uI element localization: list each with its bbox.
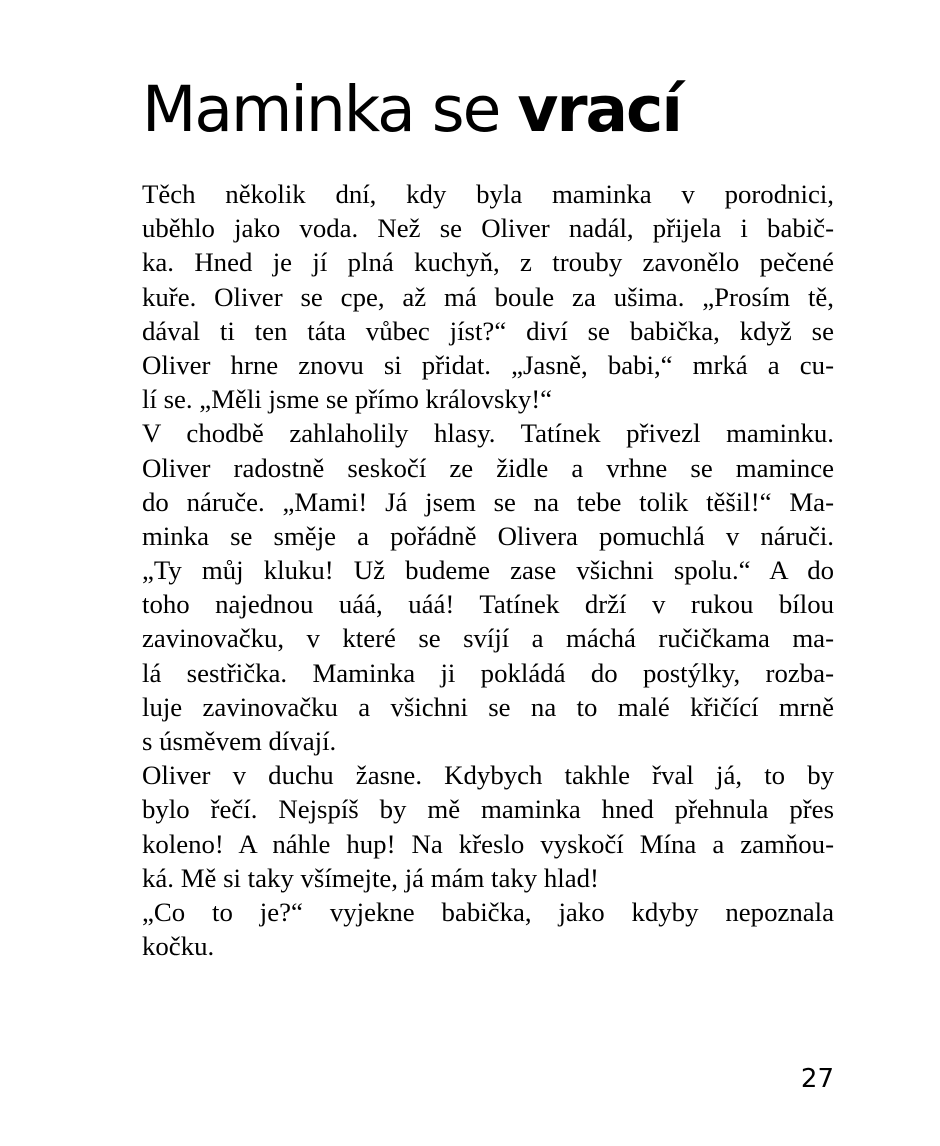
page-title (142, 73, 681, 146)
text-line: dával ti ten táta vůbec jíst?“ diví se babička, když se (142, 315, 834, 346)
body-text (142, 177, 834, 963)
text-line: Těch několik dní, kdy byla maminka v porodnici, (142, 179, 834, 209)
text-line: uběhlo jako voda. Než se Oliver nadál, přijela i babič- (142, 213, 834, 244)
text-line: do náruče. „Mami! Já jsem se na tebe tolik těšil!“ Ma- (142, 486, 834, 517)
text-line: bylo řečí. Nejspíš by mě maminka hned přehnula přes (142, 794, 834, 825)
text-line: „Co to je?“ vyjekne babička, jako kdyby nepoznala (142, 896, 834, 927)
text-line: minka se směje a pořádně Olivera pomuchlá v náruči. (142, 520, 834, 551)
text-line: zavinovačku, v které se svíjí a máchá ručičkama ma- (142, 623, 834, 654)
text-line: ka. Hned je jí plná kuchyň, z trouby zavonělo pečené (142, 247, 834, 278)
text-line: Oliver radostně seskočí ze židle a vrhne se mamince (142, 452, 834, 483)
title-regular: Maminka se (142, 73, 518, 146)
text-line: luje zavinovačku a všichni se na to malé křičící mrně (142, 691, 834, 722)
text-line: kočku. (142, 931, 215, 962)
text-line: Oliver hrne znovu si přidat. „Jasně, babi,“ mrká a cu- (142, 349, 834, 380)
page-number: 27 (800, 1064, 834, 1094)
text-line: s úsměvem dívají. (142, 726, 337, 756)
text-line: koleno! A náhle hup! Na křeslo vyskočí Mína a zamňou- (142, 828, 834, 859)
text-line: Oliver v duchu žasne. Kdybych takhle řval já, to by (142, 760, 834, 791)
title-bold: vrací (517, 73, 681, 146)
text-line: ká. Mě si taky všímejte, já mám taky hlad! (142, 862, 599, 893)
text-line: lá sestřička. Maminka ji pokládá do postýlky, rozba- (142, 657, 834, 688)
text-line: toho najednou uáá, uáá! Tatínek drží v rukou bílou (142, 589, 834, 620)
text-line: V chodbě zahlaholily hlasy. Tatínek přivezl maminku. (142, 418, 834, 449)
text-line: kuře. Oliver se cpe, až má boule za ušima. „Prosím tě, (142, 281, 834, 312)
text-line: „Ty můj kluku! Už budeme zase všichni spolu.“ A do (142, 555, 834, 586)
text-line: lí se. „Měli jsme se přímo královsky!“ (142, 384, 553, 415)
